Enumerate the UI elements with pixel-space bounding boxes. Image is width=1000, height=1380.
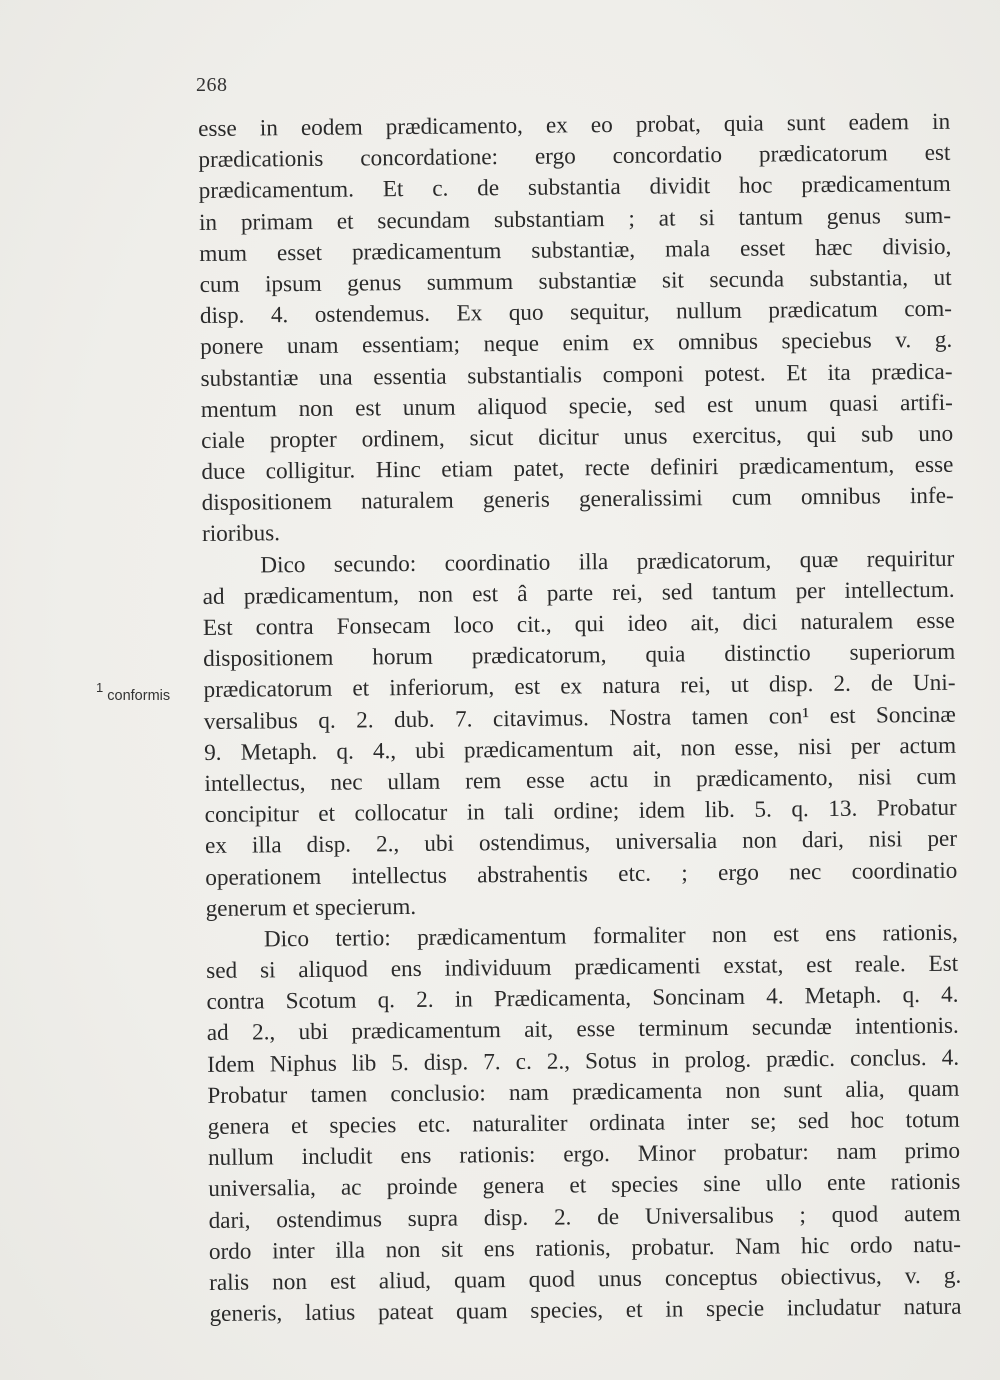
text-line: intellectus, nec ullam rem esse actu in prædicamento, nisi cum	[204, 763, 957, 797]
text-line: prædicatorum et inferiorum, est ex natura rei, ut disp. 2. de Uni-	[203, 670, 956, 704]
text-line: Est contra Fonsecam loco cit., qui ideo ait, dici naturalem esse	[202, 607, 956, 641]
text-line: duce colligitur. Hinc etiam patet, recte definiri prædicamentum, esse	[201, 451, 954, 486]
text-line: contra Scotum q. 2. in Prædicamenta, Soncinam 4. Metaph. q. 4.	[206, 981, 959, 1016]
text-line: genera et species etc. naturaliter ordinata inter se; sed hoc totum	[207, 1106, 960, 1140]
text-line: disp. 4. ostendemus. Ex quo sequitur, nullum prædicatum com-	[199, 295, 953, 330]
text-line: ponere unam essentiam; neque enim ex omnibus speciebus v. g.	[200, 327, 953, 361]
text-line: Dico tertio: prædicamentum formaliter non est ens rationis,	[263, 919, 959, 953]
text-line: substantiæ una essentia substantialis componi potest. Et ita prædica-	[200, 358, 953, 392]
text-line: nullum includit ens rationis: ergo. Minor probatur: nam primo	[207, 1137, 961, 1172]
text-line: versalibus q. 2. dub. 7. citavimus. Nostra tamen con¹ est Soncinæ	[203, 701, 956, 735]
text-line: sed si aliquod ens individuum prædicamenti exstat, est reale. Est	[206, 950, 959, 985]
text-line: cum ipsum genus summum substantiæ sit secunda substantia, ut	[199, 264, 952, 298]
text-line: ad 2., ubi prædicamentum ait, esse terminum secundæ intentionis.	[206, 1013, 959, 1047]
marginal-note	[96, 680, 171, 704]
text-line: ad prædicamentum, non est â parte rei, sed tantum per intellectum.	[202, 576, 955, 610]
text-line: mentum non est unum aliquod specie, sed est unum quasi artifi-	[200, 389, 953, 423]
text-line: dispositionem naturalem generis generalissimi cum omnibus infe-	[201, 483, 954, 517]
marginal-note-text: conformis	[107, 688, 171, 704]
page-number: 268	[196, 74, 228, 96]
text-line: Probatur tamen conclusio: nam prædicamenta non sunt alia, quam	[207, 1075, 960, 1109]
footnote-marker: 1	[96, 680, 104, 695]
text-line: operationem intellectus abstrahentis etc. ; ergo nec coordinatio	[205, 857, 958, 891]
body-text	[198, 107, 962, 1330]
text-line: Dico secundo: coordinatio illa prædicatorum, quæ requiritur	[260, 545, 955, 579]
text-line: prædicamentum. Et c. de substantia dividit hoc prædicamentum	[198, 171, 951, 205]
text-line: dispositionem horum prædicatorum, quia distinctio superiorum	[203, 638, 956, 673]
text-line: universalia, ac proinde genera et species sine ullo ente rationis	[208, 1169, 961, 1203]
text-line: generum et specierum.	[205, 893, 417, 922]
text-line: concipitur et collocatur in tali ordine; idem lib. 5. q. 13. Probatur	[204, 794, 957, 829]
text-line: prædicationis concordatione: ergo concordatio prædicatorum est	[198, 139, 951, 174]
text-line: ralis non est aliud, quam quod unus conceptus obiectivus, v. g.	[209, 1262, 962, 1296]
text-line: dari, ostendimus supra disp. 2. de Universalibus ; quod autem	[208, 1200, 961, 1234]
text-line: Idem Niphus lib 5. disp. 7. c. 2., Sotus in prolog. prædic. conclus. 4.	[207, 1044, 960, 1078]
text-line: esse in eodem prædicamento, ex eo probat, quia sunt eadem in	[198, 108, 951, 142]
text-line: in primam et secundam substantiam ; at si tantum genus sum-	[198, 202, 952, 236]
text-line: 9. Metaph. q. 4., ubi prædicamentum ait, non esse, nisi per actum	[204, 732, 957, 766]
text-line: rioribus.	[201, 520, 281, 548]
text-line: ex illa disp. 2., ubi ostendimus, universalia non dari, nisi per	[204, 826, 958, 860]
text-line: mum esset prædicamentum substantiæ, mala esset hæc divisio,	[199, 233, 952, 267]
text-line: generis, latius pateat quam species, et in specie includatur natura	[209, 1293, 962, 1328]
text-line: ciale propter ordinem, sicut dicitur unus exercitus, qui sub uno	[201, 420, 954, 454]
text-line: ordo inter illa non sit ens rationis, probatur. Nam hic ordo natu-	[208, 1231, 962, 1265]
